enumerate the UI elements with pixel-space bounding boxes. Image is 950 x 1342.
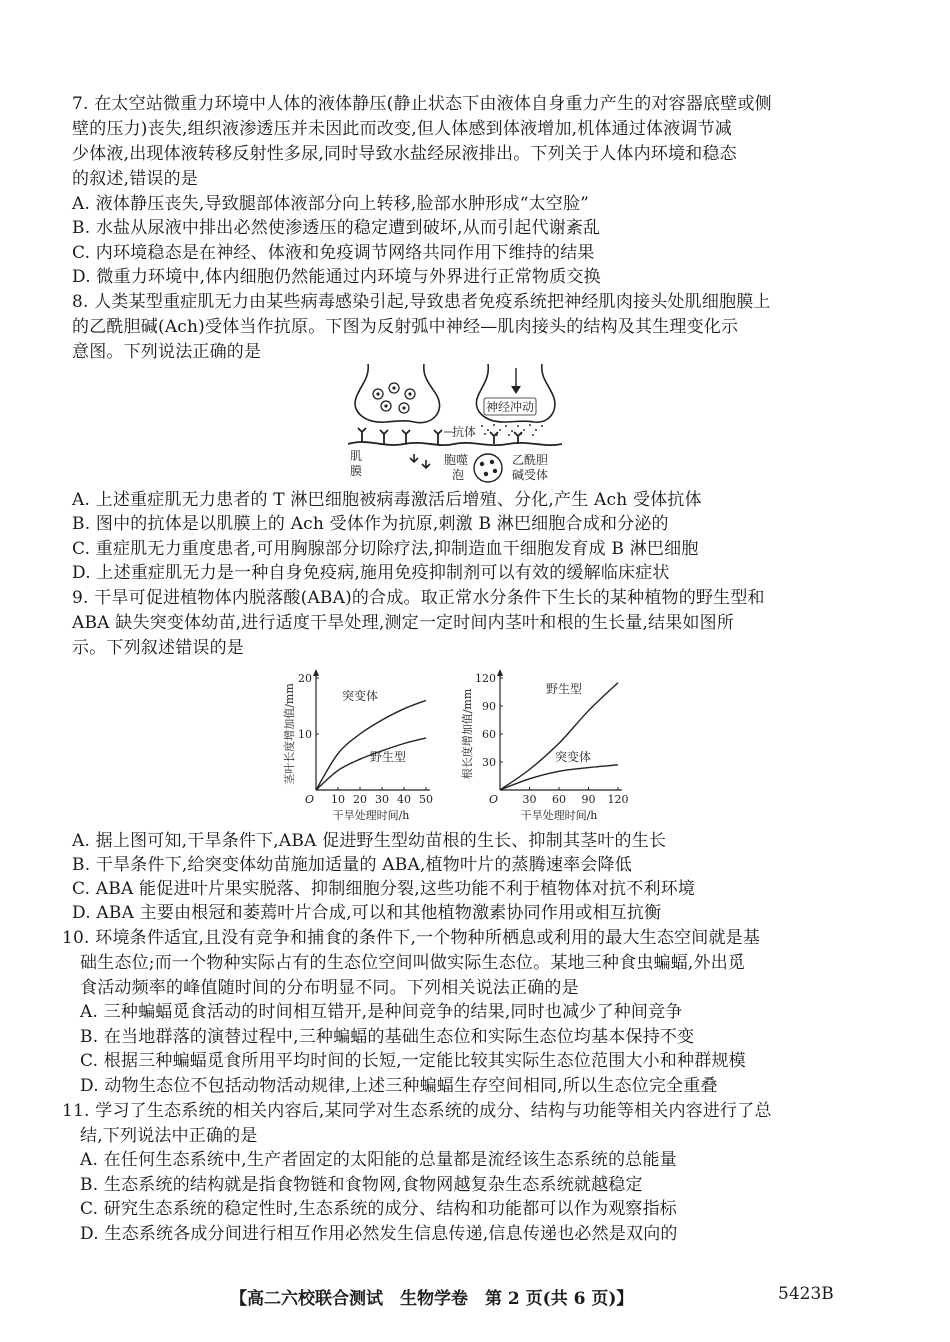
q10-stem-line-2: 础生态位;而一个物种实际占有的生态位空间叫做实际生态位。某地三种食虫蝙蝠,外出觅 <box>80 953 746 973</box>
impulse-arrowhead <box>511 386 521 394</box>
q8-stem-line-2: 的乙酰胆碱(Ach)受体当作抗原。下图为反射弧中神经—肌肉接头的结构及其生理变化示 <box>72 317 739 337</box>
series-label-0: 野生型 <box>545 682 583 696</box>
antibody-label: 抗体 <box>452 425 477 439</box>
series-label-1: 野生型 <box>369 750 407 764</box>
q11-stem-line-1: 11. 学习了生态系统的相关内容后,某同学对生态系统的成分、结构与功能等相关内容进行了总 <box>62 1101 772 1121</box>
q7-stem-line-2: 壁的压力)丧失,组织液渗透压并未因此而改变,但人体感到体液增加,机体通过体液调节减 <box>72 119 733 139</box>
x-tick-label: 20 <box>353 793 367 806</box>
q8-option-a: A. 上述重症肌无力患者的 T 淋巴细胞被病毒激活后增殖、分化,产生 Ach 受体抗体 <box>72 490 702 510</box>
origin-label: O <box>305 793 315 806</box>
q11-option-c: C. 研究生态系统的稳定性时,生态系统的成分、结构和功能都可以作为观察指标 <box>80 1199 678 1219</box>
q10-option-b: B. 在当地群落的演替过程中,三种蝙蝠的基础生态位和实际生态位均基本保持不变 <box>80 1027 695 1047</box>
endocytosis-invagination <box>410 454 430 468</box>
y-axis-arrowhead <box>497 669 503 676</box>
q8-stem-line-1: 8. 人类某型重症肌无力由某些病毒感染引起,导致患者免疫系统把神经肌肉接头处肌细胞膜上 <box>72 292 771 312</box>
q9-option-d: D. ABA 主要由根冠和萎蔫叶片合成,可以和其他植物激素协同作用或相互抗衡 <box>72 903 662 923</box>
q10-option-d: D. 动物生态位不包括动物活动规律,上述三种蝙蝠生存空间相同,所以生态位完全重叠 <box>80 1076 718 1096</box>
q7-option-d: D. 微重力环境中,体内细胞仍然能通过内环境与外界进行正常物质交换 <box>72 267 601 287</box>
q11-option-d: D. 生态系统各成分间进行相互作用必然发生信息传递,信息传递也必然是双向的 <box>80 1224 678 1244</box>
q8-option-c: C. 重症肌无力重度患者,可用胸腺部分切除疗法,抑制造血干细胞发育成 B 淋巴细胞 <box>72 539 699 559</box>
y-axis-label: 根长度增加值/mm <box>461 688 474 780</box>
q8-option-d: D. 上述重症肌无力是一种自身免疫病,施用免疫抑制剂可以有效的缓解临床症状 <box>72 563 670 583</box>
y-tick-label: 30 <box>482 756 496 769</box>
phagocytic-vesicle <box>474 454 502 482</box>
series-label-0: 突变体 <box>341 689 379 703</box>
muscle-membrane-label-2: 膜 <box>350 464 363 478</box>
neurotransmitter-dots <box>481 424 543 436</box>
q7-stem-line-3: 少体液,出现体液转移反射性多尿,同时导致水盐经尿液排出。下列关于人体内环境和稳态 <box>72 144 737 164</box>
vesicle-label-2: 泡 <box>452 468 465 482</box>
paper-code: 5423B <box>778 1284 834 1304</box>
q7-stem-line-1: 7. 在太空站微重力环境中人体的液体静压(静止状态下由液体自身重力产生的对容器底壁或侧 <box>72 94 772 114</box>
origin-label: O <box>489 793 499 806</box>
y-tick-label: 20 <box>298 672 312 685</box>
vesicle-label-1: 胞噬 <box>444 453 469 467</box>
q8-option-b: B. 图中的抗体是以肌膜上的 Ach 受体作为抗原,刺激 B 淋巴细胞合成和分泌的 <box>72 514 669 534</box>
q7-option-a: A. 液体静压丧失,导致腿部体液部分向上转移,脸部水肿形成“太空脸” <box>72 194 590 214</box>
x-axis-label: 干旱处理时间/h <box>520 809 598 822</box>
q9-option-a: A. 据上图可知,干旱条件下,ABA 促进野生型幼苗根的生长、抑制其茎叶的生长 <box>72 831 667 851</box>
y-tick-label: 60 <box>482 728 496 741</box>
x-tick-label: 60 <box>552 793 566 806</box>
q7-stem-line-4: 的叙述,错误的是 <box>72 169 199 189</box>
q9-option-b: B. 干旱条件下,给突变体幼苗施加适量的 ABA,植物叶片的蒸腾速率会降低 <box>72 855 632 875</box>
y-axis-label: 茎叶长度增加值/mm <box>283 683 296 785</box>
presynaptic-terminal-left <box>355 364 440 423</box>
neuromuscular-junction-diagram <box>348 364 562 484</box>
q10-option-c: C. 根据三种蝙蝠觅食所用平均时间的长短,一定能比较其实际生态位范围大小和种群规模 <box>80 1051 746 1071</box>
receptor-label-1: 乙酰胆 <box>512 453 549 467</box>
page-footer: 【高二六校联合测试 生物学卷 第 2 页(共 6 页)】 <box>230 1289 634 1309</box>
chart-stem-leaf-growth <box>282 660 442 824</box>
x-tick-label: 30 <box>522 793 537 806</box>
x-tick-label: 30 <box>375 793 389 806</box>
q9-stem-line-1: 9. 干旱可促进植物体内脱落酸(ABA)的合成。取正常水分条件下生长的某种植物的野生型和 <box>72 588 765 608</box>
series-line-0 <box>316 700 426 790</box>
muscle-membrane <box>348 442 562 445</box>
nerve-impulse-label: 神经冲动 <box>485 400 535 414</box>
x-tick-label: 10 <box>331 793 345 806</box>
receptor-label-2: 碱受体 <box>512 468 549 482</box>
chart-root-growth <box>460 660 638 824</box>
x-tick-label: 50 <box>419 793 433 806</box>
y-tick-label: 90 <box>482 700 496 713</box>
muscle-membrane-label-1: 肌 <box>350 449 363 463</box>
x-axis-label: 干旱处理时间/h <box>332 809 410 822</box>
q10-stem-line-1: 10. 环境条件适宜,且没有竞争和捕食的条件下,一个物种所栖息或利用的最大生态空间就是基 <box>62 928 761 948</box>
q11-stem-line-2: 结,下列说法中正确的是 <box>80 1126 258 1146</box>
q7-option-b: B. 水盐从尿液中排出必然使渗透压的稳定遭到破坏,从而引起代谢紊乱 <box>72 218 601 238</box>
q9-stem-line-2: ABA 缺失突变体幼苗,进行适度干旱处理,测定一定时间内茎叶和根的生长量,结果如图所 <box>72 613 735 633</box>
q8-stem-line-3: 意图。下列说法正确的是 <box>72 342 262 362</box>
y-tick-label: 10 <box>298 728 312 741</box>
q11-option-a: A. 在任何生态系统中,生产者固定的太阳能的总量都是流经该生态系统的总能量 <box>80 1150 677 1170</box>
x-tick-label: 120 <box>607 793 629 806</box>
receptors-with-antibodies <box>358 428 442 444</box>
q10-stem-line-3: 食活动频率的峰值随时间的分布明显不同。下列相关说法正确的是 <box>80 978 579 998</box>
series-label-1: 突变体 <box>554 750 592 764</box>
q9-option-c: C. ABA 能促进叶片果实脱落、抑制细胞分裂,这些功能不利于植物体对抗不利环境 <box>72 879 696 899</box>
y-tick-label: 120 <box>475 672 496 685</box>
q10-option-a: A. 三种蝙蝠觅食活动的时间相互错开,是种间竞争的结果,同时也减少了种间竞争 <box>80 1002 683 1022</box>
q9-stem-line-3: 示。下列叙述错误的是 <box>72 638 244 658</box>
q7-option-c: C. 内环境稳态是在神经、体液和免疫调节网络共同作用下维持的结果 <box>72 243 595 263</box>
x-tick-label: 40 <box>397 793 411 806</box>
y-axis-arrowhead <box>313 669 319 676</box>
ach-receptors <box>490 432 522 444</box>
series-line-0 <box>500 683 618 790</box>
q11-option-b: B. 生态系统的结构就是指食物链和食物网,食物网越复杂生态系统就越稳定 <box>80 1175 643 1195</box>
x-tick-label: 90 <box>581 793 596 806</box>
